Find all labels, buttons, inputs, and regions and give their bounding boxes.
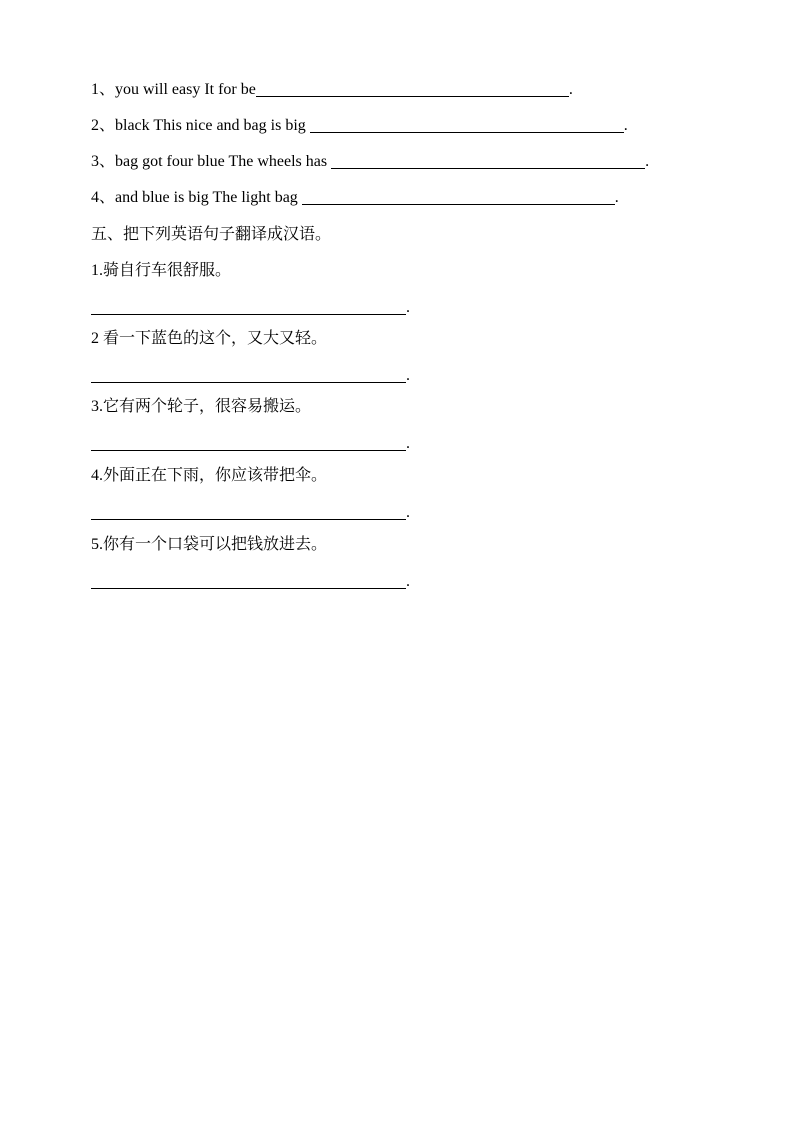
translate-answer-3-blank[interactable] bbox=[91, 434, 406, 451]
reorder-item-2-text: 2、black This nice and bag is big bbox=[91, 117, 310, 134]
translate-prompt-5: 5.你有一个口袋可以把钱放进去。 bbox=[91, 536, 328, 553]
translate-answer-3 bbox=[91, 434, 410, 454]
translate-answer-4-blank[interactable] bbox=[91, 503, 406, 520]
reorder-item-2-period: . bbox=[623, 117, 628, 134]
reorder-item-2 bbox=[91, 116, 628, 136]
translate-answer-2-blank[interactable] bbox=[91, 366, 406, 383]
translate-answer-2 bbox=[91, 366, 410, 386]
translate-answer-1-blank[interactable] bbox=[91, 298, 406, 315]
translate-prompt-3: 3.它有两个轮子，很容易搬运。 bbox=[91, 398, 312, 415]
reorder-item-3-blank[interactable] bbox=[331, 152, 645, 169]
translate-answer-5-period: . bbox=[406, 573, 410, 590]
reorder-item-1-text: 1、you will easy It for be bbox=[91, 81, 256, 98]
translate-prompt-1: 1.骑自行车很舒服。 bbox=[91, 262, 232, 279]
translate-answer-2-period: . bbox=[406, 367, 410, 384]
translate-answer-1 bbox=[91, 298, 410, 318]
reorder-item-2-blank[interactable] bbox=[310, 116, 624, 133]
translate-answer-4-period: . bbox=[406, 504, 410, 521]
reorder-item-3-text: 3、bag got four blue The wheels has bbox=[91, 153, 332, 170]
translate-answer-1-period: . bbox=[406, 299, 410, 316]
reorder-item-4-text: 4、and blue is big The light bag bbox=[91, 189, 302, 206]
translate-answer-5 bbox=[91, 572, 410, 592]
reorder-item-3-period: . bbox=[645, 153, 650, 170]
reorder-item-1-blank[interactable] bbox=[256, 80, 569, 97]
reorder-item-3 bbox=[91, 152, 649, 172]
reorder-item-4 bbox=[91, 188, 619, 208]
reorder-item-1 bbox=[91, 80, 573, 100]
translate-answer-3-period: . bbox=[406, 435, 410, 452]
translate-answer-5-blank[interactable] bbox=[91, 572, 406, 589]
translate-answer-4 bbox=[91, 503, 410, 523]
reorder-item-1-period: . bbox=[568, 81, 573, 98]
translate-prompt-4: 4.外面正在下雨，你应该带把伞。 bbox=[91, 467, 328, 484]
translate-prompt-2: 2 看一下蓝色的这个，又大又轻。 bbox=[91, 330, 328, 347]
reorder-item-4-period: . bbox=[614, 189, 619, 206]
section-title: 五、把下列英语句子翻译成汉语。 bbox=[91, 226, 332, 243]
reorder-item-4-blank[interactable] bbox=[302, 188, 615, 205]
